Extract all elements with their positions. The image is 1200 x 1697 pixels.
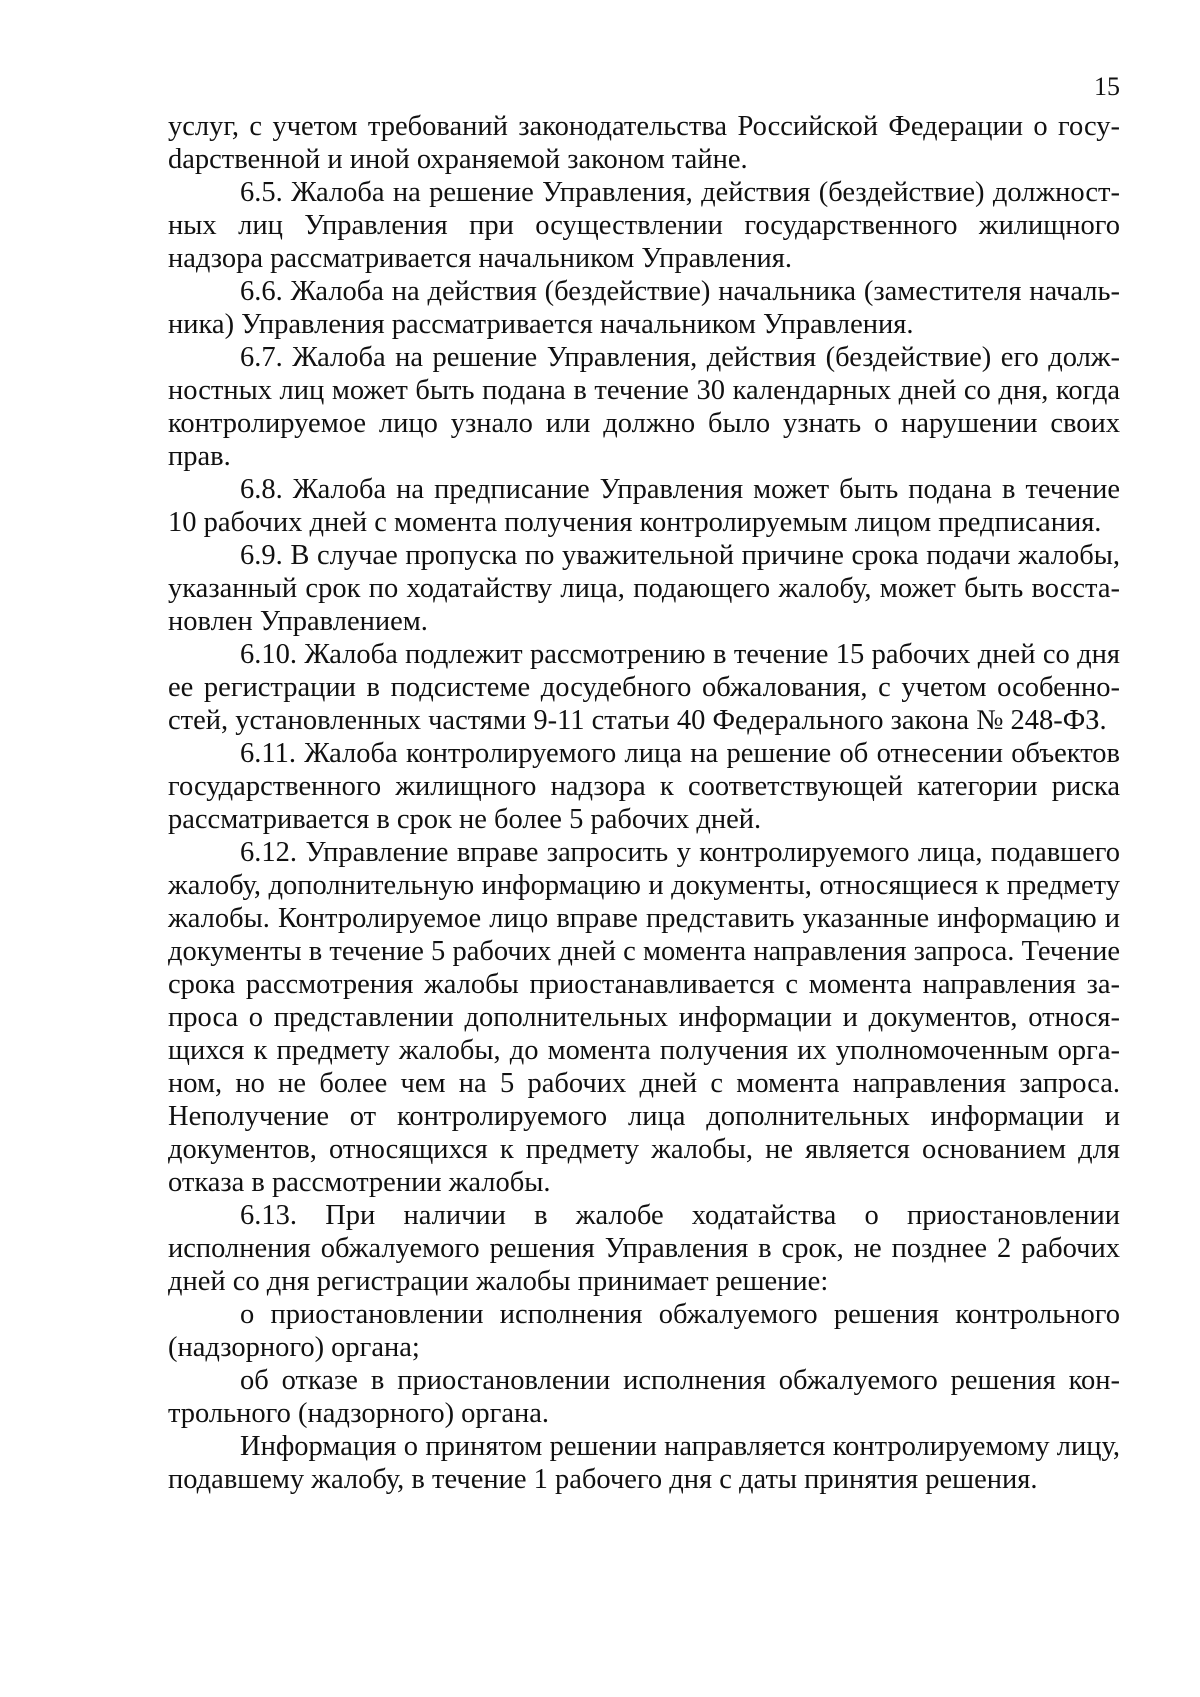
- paragraph-6-9: 6.9. В случае пропуска по уважительной причине срока подачи жалобы, указанный срок по ходатайству лица, подающего жалобу, может быть восстановлен Управлением.: [168, 540, 1120, 637]
- paragraph-notification: Информация о принятом решении направляется контролируемому лицу, подавшему жалобу, в течение 1 рабочего дня с даты принятия решения.: [168, 1431, 1120, 1495]
- paragraph-option-refuse: об отказе в приостановлении исполнения обжалуемого решения контрольного (надзорного) органа.: [168, 1365, 1120, 1429]
- paragraph-6-5: 6.5. Жалоба на решение Управления, действия (бездействие) должностных лиц Управления при осуществлении государственного жилищного надзора рассматривается начальником Управления.: [168, 177, 1120, 274]
- page-number: 15: [1094, 72, 1120, 101]
- paragraph-6-12: 6.12. Управление вправе запросить у контролируемого лица, подавшего жалобу, дополнительную информацию и документы, относящиеся к предмету жалобы. Контролируемое лицо вправе представить указанные информацию и документы в течение 5 рабочих дней с момента направления запроса. Течение срока рассмотрения жалобы приостанавливается с момента направления запроса о представлении дополнительных информации и документов, относящихся к предмету жалобы, до момента получения их уполномоченным органом, но не более чем на 5 рабочих дней с момента направления запроса. Неполучение от контролируемого лица дополнительных информации и документов, относящихся к предмету жалобы, не является основанием для отказа в рассмотрении жалобы.: [168, 837, 1120, 1198]
- paragraph-6-6: 6.6. Жалоба на действия (бездействие) начальника (заместителя начальника) Управления рассматривается начальником Управления.: [168, 276, 1120, 340]
- paragraph-continuation: услуг, с учетом требований законодательства Российской Федерации о госуdарственной и иной охраняемой законом тайне.: [168, 111, 1120, 175]
- paragraph-6-11: 6.11. Жалоба контролируемого лица на решение об отнесении объектов государственного жилищного надзора к соответствующей категории риска рассматривается в срок не более 5 рабочих дней.: [168, 738, 1120, 835]
- paragraph-6-7: 6.7. Жалоба на решение Управления, действия (бездействие) его должностных лиц может быть подана в течение 30 календарных дней со дня, когда контролируемое лицо узнало или должно было узнать о нарушении своих прав.: [168, 342, 1120, 472]
- paragraph-6-8: 6.8. Жалоба на предписание Управления может быть подана в течение 10 рабочих дней с момента получения контролируемым лицом предписания.: [168, 474, 1120, 538]
- paragraph-6-10: 6.10. Жалоба подлежит рассмотрению в течение 15 рабочих дней со дня ее регистрации в подсистеме досудебного обжалования, с учетом особенностей, установленных частями 9-11 статьи 40 Федерального закона № 248-ФЗ.: [168, 639, 1120, 736]
- paragraph-option-suspend: о приостановлении исполнения обжалуемого решения контрольного (надзорного) органа;: [168, 1299, 1120, 1363]
- paragraph-6-13: 6.13. При наличии в жалобе ходатайства о приостановлении исполнения обжалуемого решения Управления в срок, не позднее 2 рабочих дней со дня регистрации жалобы принимает решение:: [168, 1200, 1120, 1297]
- document-body: [168, 110, 1120, 1496]
